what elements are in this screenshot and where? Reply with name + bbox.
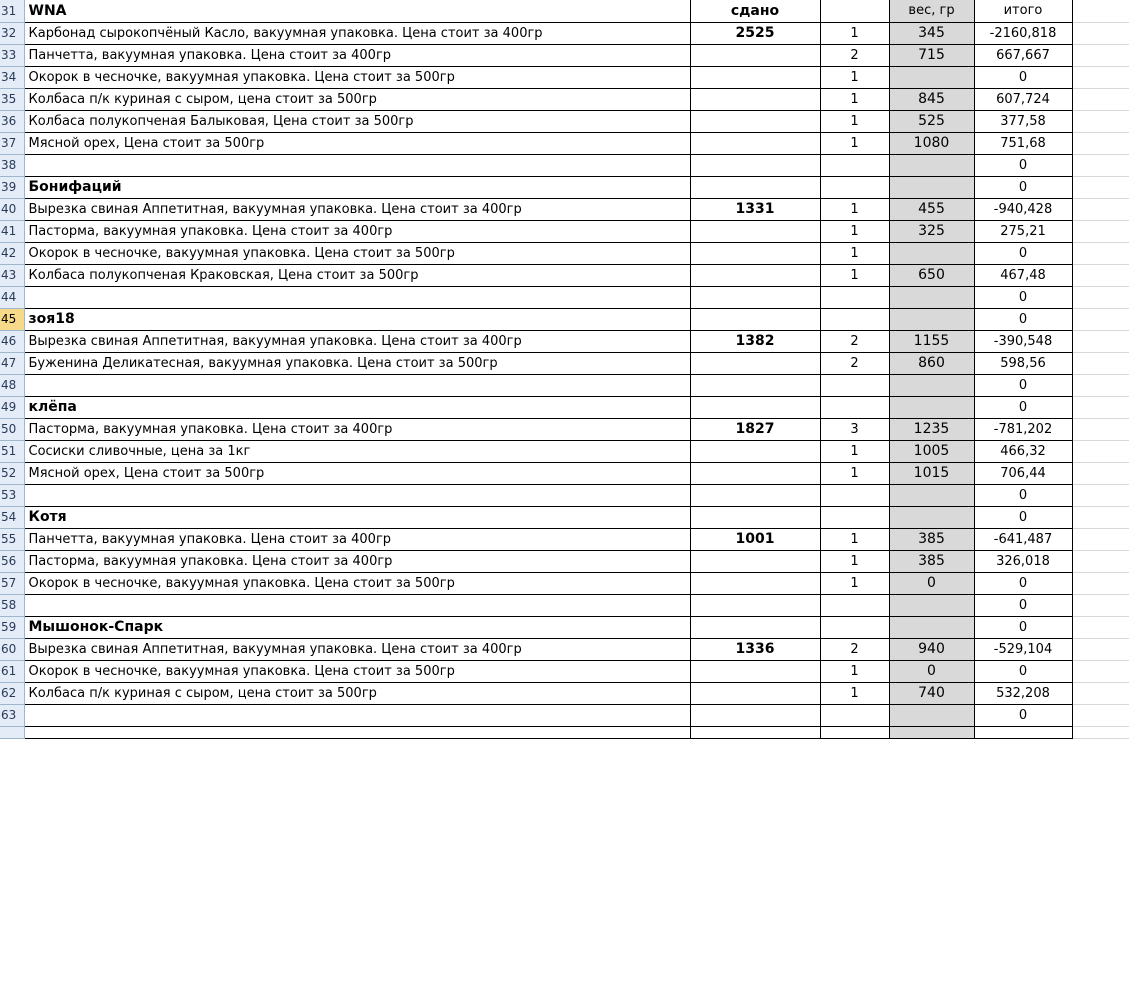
cell-name[interactable]: Пасторма, вакуумная упаковка. Цена стоит за 400гр	[24, 550, 690, 572]
table-row	[0, 22, 1129, 44]
row-number[interactable]: 63	[0, 704, 24, 726]
cell-weight[interactable]: 385	[889, 550, 974, 572]
cell-total[interactable]: 0	[974, 154, 1072, 176]
cell-empty[interactable]	[974, 726, 1072, 738]
cell-name[interactable]: Пасторма, вакуумная упаковка. Цена стоит за 400гр	[24, 220, 690, 242]
cell-name[interactable]	[24, 154, 690, 176]
cell-qty[interactable]: 1	[820, 198, 889, 220]
cell-sdano[interactable]	[690, 506, 820, 528]
cell-empty[interactable]	[1072, 154, 1129, 176]
table-row	[0, 264, 1129, 286]
table-row	[0, 462, 1129, 484]
cell-qty[interactable]: 1	[820, 572, 889, 594]
table-row	[0, 484, 1129, 506]
table-row	[0, 330, 1129, 352]
cell-total[interactable]: -641,487	[974, 528, 1072, 550]
table-row	[0, 506, 1129, 528]
cell-weight[interactable]: 650	[889, 264, 974, 286]
cell-weight[interactable]	[889, 242, 974, 264]
cell-empty[interactable]	[1072, 132, 1129, 154]
cell-name[interactable]: Бонифаций	[24, 176, 690, 198]
cell-sdano[interactable]	[690, 264, 820, 286]
cell-qty[interactable]: 1	[820, 462, 889, 484]
table-row	[0, 396, 1129, 418]
cell-qty[interactable]	[820, 616, 889, 638]
row-number[interactable]: 49	[0, 396, 24, 418]
cell-qty[interactable]: 1	[820, 88, 889, 110]
cell-name[interactable]: Пасторма, вакуумная упаковка. Цена стоит за 400гр	[24, 418, 690, 440]
row-number[interactable]: 56	[0, 550, 24, 572]
header-row	[0, 0, 1129, 22]
cell-total[interactable]: 532,208	[974, 682, 1072, 704]
cell-sdano[interactable]	[690, 132, 820, 154]
cell-sdano[interactable]	[690, 242, 820, 264]
cell-qty[interactable]	[820, 0, 889, 22]
cell-empty[interactable]	[1072, 704, 1129, 726]
cell-total[interactable]: 466,32	[974, 440, 1072, 462]
cell-qty[interactable]	[820, 594, 889, 616]
row-number[interactable]: 40	[0, 198, 24, 220]
cell-total[interactable]: 467,48	[974, 264, 1072, 286]
row-number[interactable]: 44	[0, 286, 24, 308]
row-number[interactable]: 51	[0, 440, 24, 462]
cell-qty[interactable]: 1	[820, 132, 889, 154]
cell-weight[interactable]: 345	[889, 22, 974, 44]
cell-total[interactable]: 751,68	[974, 132, 1072, 154]
cell-weight[interactable]	[889, 704, 974, 726]
cell-qty[interactable]	[820, 176, 889, 198]
table-row	[0, 220, 1129, 242]
row-number[interactable]: 58	[0, 594, 24, 616]
row-number[interactable]: 61	[0, 660, 24, 682]
table-row	[0, 528, 1129, 550]
cell-total[interactable]: -390,548	[974, 330, 1072, 352]
table-row	[0, 638, 1129, 660]
cell-empty[interactable]	[889, 726, 974, 738]
cell-name[interactable]: Колбаса п/к куриная с сыром, цена стоит за 500гр	[24, 88, 690, 110]
cell-sdano[interactable]	[690, 352, 820, 374]
row-number[interactable]: 50	[0, 418, 24, 440]
cell-empty[interactable]	[1072, 484, 1129, 506]
cell-weight[interactable]	[889, 66, 974, 88]
cell-weight[interactable]: 455	[889, 198, 974, 220]
row-number[interactable]: 38	[0, 154, 24, 176]
cell-name[interactable]: Окорок в чесночке, вакуумная упаковка. Цена стоит за 500гр	[24, 660, 690, 682]
cell-name[interactable]	[24, 484, 690, 506]
table-row	[0, 682, 1129, 704]
cell-sdano[interactable]	[690, 462, 820, 484]
cell-sdano[interactable]	[690, 594, 820, 616]
cell-qty[interactable]: 1	[820, 528, 889, 550]
cell-empty[interactable]	[1072, 616, 1129, 638]
cell-empty[interactable]	[1072, 374, 1129, 396]
row-number[interactable]: 42	[0, 242, 24, 264]
cell-weight[interactable]	[889, 154, 974, 176]
table-row	[0, 286, 1129, 308]
cell-empty[interactable]	[1072, 66, 1129, 88]
cell-empty[interactable]	[1072, 572, 1129, 594]
cell-sdano[interactable]: сдано	[690, 0, 820, 22]
cell-name[interactable]	[24, 594, 690, 616]
cell-empty[interactable]	[1072, 462, 1129, 484]
cell-name[interactable]: клёпа	[24, 396, 690, 418]
cell-qty[interactable]	[820, 374, 889, 396]
cell-sdano[interactable]	[690, 704, 820, 726]
cell-empty[interactable]	[1072, 110, 1129, 132]
cell-qty[interactable]	[820, 308, 889, 330]
cell-name[interactable]: Колбаса полукопченая Краковская, Цена стоит за 500гр	[24, 264, 690, 286]
cell-total[interactable]: 377,58	[974, 110, 1072, 132]
cell-weight[interactable]: вес, гр	[889, 0, 974, 22]
cell-sdano[interactable]	[690, 484, 820, 506]
cell-sdano[interactable]	[690, 220, 820, 242]
cell-total[interactable]: -529,104	[974, 638, 1072, 660]
cell-total[interactable]: 598,56	[974, 352, 1072, 374]
cell-sdano[interactable]	[690, 286, 820, 308]
row-number[interactable]: 46	[0, 330, 24, 352]
cell-total[interactable]: 0	[974, 572, 1072, 594]
table-row	[0, 440, 1129, 462]
cell-empty[interactable]	[690, 726, 820, 738]
cell-empty[interactable]	[24, 726, 690, 738]
cell-total[interactable]: 607,724	[974, 88, 1072, 110]
table-row	[0, 308, 1129, 330]
table-row	[0, 154, 1129, 176]
table-row	[0, 704, 1129, 726]
cell-sdano[interactable]	[690, 88, 820, 110]
cell-empty[interactable]	[1072, 660, 1129, 682]
cell-total[interactable]: 706,44	[974, 462, 1072, 484]
cell-name[interactable]: Вырезка свиная Аппетитная, вакуумная упаковка. Цена стоит за 400гр	[24, 330, 690, 352]
cell-weight[interactable]	[889, 286, 974, 308]
cell-sdano[interactable]	[690, 682, 820, 704]
row-number[interactable]: 36	[0, 110, 24, 132]
cell-qty[interactable]	[820, 154, 889, 176]
row-number[interactable]	[0, 726, 24, 738]
table-row	[0, 418, 1129, 440]
cell-total[interactable]: 0	[974, 176, 1072, 198]
row-number[interactable]: 55	[0, 528, 24, 550]
cell-weight[interactable]: 715	[889, 44, 974, 66]
cell-sdano[interactable]: 2525	[690, 22, 820, 44]
row-number[interactable]: 37	[0, 132, 24, 154]
cell-name[interactable]: Сосиски сливочные, цена за 1кг	[24, 440, 690, 462]
cell-qty[interactable]	[820, 704, 889, 726]
cell-empty[interactable]	[820, 726, 889, 738]
cell-name[interactable]: WNA	[24, 0, 690, 22]
row-number[interactable]: 39	[0, 176, 24, 198]
cell-sdano[interactable]	[690, 616, 820, 638]
cell-qty[interactable]: 2	[820, 330, 889, 352]
cell-name[interactable]: Окорок в чесночке, вакуумная упаковка. Цена стоит за 500гр	[24, 242, 690, 264]
cell-empty[interactable]	[1072, 264, 1129, 286]
cell-qty[interactable]: 1	[820, 220, 889, 242]
cell-sdano[interactable]	[690, 396, 820, 418]
cell-qty[interactable]: 1	[820, 264, 889, 286]
row-number[interactable]: 48	[0, 374, 24, 396]
cell-name[interactable]: Вырезка свиная Аппетитная, вакуумная упаковка. Цена стоит за 400гр	[24, 638, 690, 660]
cell-total[interactable]: 0	[974, 506, 1072, 528]
cell-weight[interactable]: 1155	[889, 330, 974, 352]
row-number[interactable]: 57	[0, 572, 24, 594]
table-row	[0, 550, 1129, 572]
cell-name[interactable]: Мышонок-Спарк	[24, 616, 690, 638]
cell-empty[interactable]	[1072, 242, 1129, 264]
cell-total[interactable]: 0	[974, 616, 1072, 638]
cell-sdano[interactable]: 1001	[690, 528, 820, 550]
cell-weight[interactable]: 1235	[889, 418, 974, 440]
cell-total[interactable]: 0	[974, 308, 1072, 330]
cell-total[interactable]: 667,667	[974, 44, 1072, 66]
cell-total[interactable]: 0	[974, 704, 1072, 726]
table-row	[0, 660, 1129, 682]
cell-name[interactable]: Котя	[24, 506, 690, 528]
cell-sdano[interactable]: 1827	[690, 418, 820, 440]
row-number[interactable]: 34	[0, 66, 24, 88]
cell-qty[interactable]: 1	[820, 660, 889, 682]
cell-qty[interactable]: 1	[820, 110, 889, 132]
cell-empty[interactable]	[1072, 396, 1129, 418]
cell-weight[interactable]: 1005	[889, 440, 974, 462]
cell-total[interactable]: итого	[974, 0, 1072, 22]
cell-qty[interactable]: 1	[820, 22, 889, 44]
cell-sdano[interactable]: 1331	[690, 198, 820, 220]
table-row	[0, 176, 1129, 198]
cell-weight[interactable]	[889, 176, 974, 198]
cell-sdano[interactable]	[690, 66, 820, 88]
cell-weight[interactable]	[889, 484, 974, 506]
table-row	[0, 572, 1129, 594]
cell-sdano[interactable]	[690, 440, 820, 462]
cell-weight[interactable]: 1015	[889, 462, 974, 484]
cell-empty[interactable]	[1072, 44, 1129, 66]
cell-name[interactable]: Колбаса полукопченая Балыковая, Цена стоит за 500гр	[24, 110, 690, 132]
row-number[interactable]: 60	[0, 638, 24, 660]
table-row	[0, 66, 1129, 88]
table-row	[0, 594, 1129, 616]
cell-name[interactable]: Мясной орех, Цена стоит за 500гр	[24, 132, 690, 154]
cell-name[interactable]: Буженина Деликатесная, вакуумная упаковка. Цена стоит за 500гр	[24, 352, 690, 374]
cell-name[interactable]: Окорок в чесночке, вакуумная упаковка. Цена стоит за 500гр	[24, 572, 690, 594]
table-row	[0, 198, 1129, 220]
cell-weight[interactable]: 860	[889, 352, 974, 374]
cell-weight[interactable]	[889, 374, 974, 396]
cell-empty[interactable]	[1072, 550, 1129, 572]
cell-empty[interactable]	[1072, 506, 1129, 528]
cell-total[interactable]: 0	[974, 66, 1072, 88]
row-number[interactable]: 41	[0, 220, 24, 242]
cell-sdano[interactable]	[690, 308, 820, 330]
cell-weight[interactable]: 525	[889, 110, 974, 132]
row-number[interactable]: 52	[0, 462, 24, 484]
row-number[interactable]: 62	[0, 682, 24, 704]
cell-name[interactable]	[24, 704, 690, 726]
cell-qty[interactable]: 2	[820, 44, 889, 66]
cell-empty[interactable]	[1072, 176, 1129, 198]
cell-name[interactable]: зоя18	[24, 308, 690, 330]
cell-weight[interactable]: 1080	[889, 132, 974, 154]
row-number[interactable]: 32	[0, 22, 24, 44]
cell-empty[interactable]	[1072, 0, 1129, 22]
cell-weight[interactable]: 0	[889, 660, 974, 682]
cell-weight[interactable]	[889, 616, 974, 638]
cell-weight[interactable]: 325	[889, 220, 974, 242]
cell-weight[interactable]: 0	[889, 572, 974, 594]
cell-name[interactable]: Панчетта, вакуумная упаковка. Цена стоит за 400гр	[24, 528, 690, 550]
cell-sdano[interactable]	[690, 110, 820, 132]
cell-weight[interactable]: 740	[889, 682, 974, 704]
cell-sdano[interactable]	[690, 154, 820, 176]
cell-total[interactable]: 0	[974, 594, 1072, 616]
cell-sdano[interactable]	[690, 374, 820, 396]
cell-name[interactable]: Вырезка свиная Аппетитная, вакуумная упаковка. Цена стоит за 400гр	[24, 198, 690, 220]
cell-weight[interactable]	[889, 506, 974, 528]
cell-total[interactable]: -940,428	[974, 198, 1072, 220]
row-number[interactable]: 35	[0, 88, 24, 110]
cell-weight[interactable]	[889, 396, 974, 418]
cell-empty[interactable]	[1072, 198, 1129, 220]
cell-weight[interactable]: 845	[889, 88, 974, 110]
row-number[interactable]: 54	[0, 506, 24, 528]
cell-total[interactable]: -2160,818	[974, 22, 1072, 44]
cell-total[interactable]: 0	[974, 484, 1072, 506]
cell-empty[interactable]	[1072, 594, 1129, 616]
cell-name[interactable]: Колбаса п/к куриная с сыром, цена стоит за 500гр	[24, 682, 690, 704]
cell-weight[interactable]: 940	[889, 638, 974, 660]
cell-weight[interactable]	[889, 308, 974, 330]
cell-empty[interactable]	[1072, 418, 1129, 440]
cell-name[interactable]	[24, 286, 690, 308]
cell-empty[interactable]	[1072, 22, 1129, 44]
table-row	[0, 616, 1129, 638]
cell-qty[interactable]: 1	[820, 440, 889, 462]
cell-qty[interactable]: 1	[820, 242, 889, 264]
cell-empty[interactable]	[1072, 726, 1129, 738]
cell-name[interactable]	[24, 374, 690, 396]
cell-total[interactable]: 326,018	[974, 550, 1072, 572]
cell-empty[interactable]	[1072, 352, 1129, 374]
cell-total[interactable]: 275,21	[974, 220, 1072, 242]
cell-name[interactable]: Окорок в чесночке, вакуумная упаковка. Цена стоит за 500гр	[24, 66, 690, 88]
cell-empty[interactable]	[1072, 638, 1129, 660]
row-number[interactable]: 45	[0, 308, 24, 330]
table-row	[0, 352, 1129, 374]
cell-weight[interactable]	[889, 594, 974, 616]
cell-qty[interactable]	[820, 286, 889, 308]
cell-qty[interactable]: 3	[820, 418, 889, 440]
table-row	[0, 132, 1129, 154]
cell-empty[interactable]	[1072, 88, 1129, 110]
cell-qty[interactable]	[820, 506, 889, 528]
cell-sdano[interactable]	[690, 44, 820, 66]
cell-sdano[interactable]	[690, 660, 820, 682]
cell-qty[interactable]	[820, 484, 889, 506]
cell-weight[interactable]: 385	[889, 528, 974, 550]
cell-qty[interactable]: 1	[820, 550, 889, 572]
cell-total[interactable]: 0	[974, 286, 1072, 308]
cell-sdano[interactable]	[690, 572, 820, 594]
cell-empty[interactable]	[1072, 286, 1129, 308]
cell-total[interactable]: 0	[974, 374, 1072, 396]
cell-qty[interactable]	[820, 396, 889, 418]
table-row	[0, 242, 1129, 264]
table-row	[0, 44, 1129, 66]
cell-name[interactable]: Мясной орех, Цена стоит за 500гр	[24, 462, 690, 484]
row-number[interactable]: 47	[0, 352, 24, 374]
cell-qty[interactable]: 1	[820, 66, 889, 88]
cell-sdano[interactable]: 1336	[690, 638, 820, 660]
table-row	[0, 88, 1129, 110]
table-row	[0, 374, 1129, 396]
cell-qty[interactable]: 2	[820, 638, 889, 660]
cell-empty[interactable]	[1072, 682, 1129, 704]
table-row	[0, 110, 1129, 132]
row-number[interactable]: 59	[0, 616, 24, 638]
row-number[interactable]: 43	[0, 264, 24, 286]
table-row	[0, 726, 1129, 738]
cell-sdano[interactable]: 1382	[690, 330, 820, 352]
row-number[interactable]: 31	[0, 0, 24, 22]
cell-empty[interactable]	[1072, 308, 1129, 330]
cell-empty[interactable]	[1072, 440, 1129, 462]
cell-sdano[interactable]	[690, 176, 820, 198]
cell-name[interactable]: Карбонад сырокопчёный Касло, вакуумная упаковка. Цена стоит за 400гр	[24, 22, 690, 44]
cell-total[interactable]: 0	[974, 396, 1072, 418]
cell-total[interactable]: 0	[974, 660, 1072, 682]
row-number[interactable]: 53	[0, 484, 24, 506]
cell-empty[interactable]	[1072, 528, 1129, 550]
row-number[interactable]: 33	[0, 44, 24, 66]
cell-qty[interactable]: 2	[820, 352, 889, 374]
cell-sdano[interactable]	[690, 550, 820, 572]
cell-total[interactable]: -781,202	[974, 418, 1072, 440]
cell-empty[interactable]	[1072, 330, 1129, 352]
cell-empty[interactable]	[1072, 220, 1129, 242]
cell-qty[interactable]: 1	[820, 682, 889, 704]
cell-total[interactable]: 0	[974, 242, 1072, 264]
cell-name[interactable]: Панчетта, вакуумная упаковка. Цена стоит за 400гр	[24, 44, 690, 66]
